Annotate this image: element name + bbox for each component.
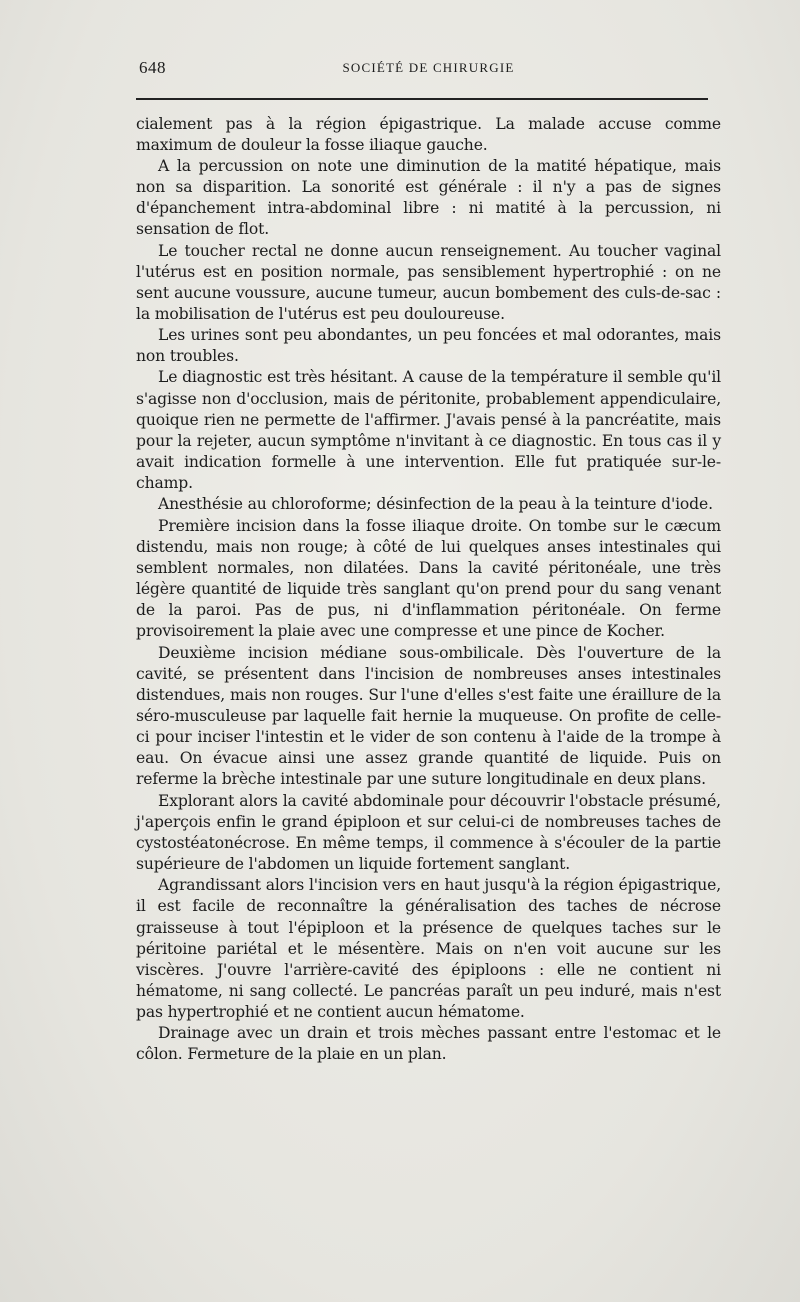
page-number: 648 (139, 58, 166, 77)
paragraph-4: Les urines sont peu abondantes, un peu foncées et mal odorantes, mais non troubles. (136, 326, 721, 366)
body-text (136, 114, 721, 1066)
paragraph-8: Deuxième incision médiane sous-ombilicale. Dès l'ouverture de la cavité, se présentent dans l'incision de nombreuses anses intestinales distendues, mais non rouges. Sur l'une d'elles s'est faite une éraillure de la séro-musculeuse par laquelle fait hernie la muqueuse. On profite de celle-ci pour inciser l'intestin et le vider de son contenu à l'aide de la trompe à eau. On évacue ainsi une assez grande quantité de liquide. Puis on referme la brèche intestinale par une suture longitudinale en deux plans. (136, 643, 721, 789)
page-header (136, 58, 721, 84)
paragraph-1: cialement pas à la région épigastrique. La malade accuse comme maximum de douleur la fosse iliaque gauche. (136, 114, 721, 154)
paragraph-6: Anesthésie au chloroforme; désinfection de la peau à la teinture d'iode. (158, 495, 713, 514)
paragraph-10: Agrandissant alors l'incision vers en haut jusqu'à la région épigastrique, il est facile de reconnaître la généralisation des taches de nécrose graisseuse à tout l'épiploon et la présence de quelques taches sur le péritoine pariétal et le mésentère. Mais on n'en voit aucune sur les viscères. J'ouvre l'arrière-cavité des épiploons : elle ne contient ni hématome, ni sang collecté. Le pancréas paraît un peu induré, mais n'est pas hypertrophié et ne contient aucun hématome. (136, 876, 721, 1022)
paragraph-9: Explorant alors la cavité abdominale pour découvrir l'obstacle présumé, j'aperçois enfin le grand épiploon et sur celui-ci de nombreuses taches de cystostéatonécrose. En même temps, il commence à s'écouler de la partie supérieure de l'abdomen un liquide fortement sanglant. (136, 791, 721, 874)
paragraph-3: Le toucher rectal ne donne aucun renseignement. Au toucher vaginal l'utérus est en position normale, pas sensiblement hypertrophié : on ne sent aucune voussure, aucune tumeur, aucun bombement des culs-de-sac : la mobilisation de l'utérus est peu douloureuse. (136, 241, 721, 323)
running-head: SOCIÉTÉ DE CHIRURGIE (342, 60, 515, 75)
paragraph-7: Première incision dans la fosse iliaque droite. On tombe sur le cæcum distendu, mais non rouge; à côté de lui quelques anses intestinales qui semblent normales, non dilatées. Dans la cavité péritonéale, une très légère quantité de liquide très sanglant qu'on prend pour du sang venant de la paroi. Pas de pus, ni d'inflammation péritonéale. On ferme provisoirement la plaie avec une compresse et une pince de Kocher. (136, 516, 721, 641)
paragraph-2: A la percussion on note une diminution de la matité hépatique, mais non sa disparition. La sonorité est générale : il n'y a pas de signes d'épanchement intra-abdominal libre : ni matité à la percussion, ni sensation de flot. (136, 156, 721, 239)
paragraph-11: Drainage avec un drain et trois mèches passant entre l'estomac et le côlon. Fermeture de la plaie en un plan. (136, 1024, 721, 1064)
book-page (136, 58, 721, 1066)
paragraph-5: Le diagnostic est très hésitant. A cause de la température il semble qu'il s'agisse non d'occlusion, mais de péritonite, probablement appendiculaire, quoique rien ne permette de l'affirmer. J'avais pensé à la pancréatite, mais pour la rejeter, aucun symptôme n'invitant à ce diagnostic. En tous cas il y avait indication formelle à une intervention. Elle fut pratiquée sur-le-champ. (136, 368, 721, 493)
header-rule (136, 98, 708, 100)
